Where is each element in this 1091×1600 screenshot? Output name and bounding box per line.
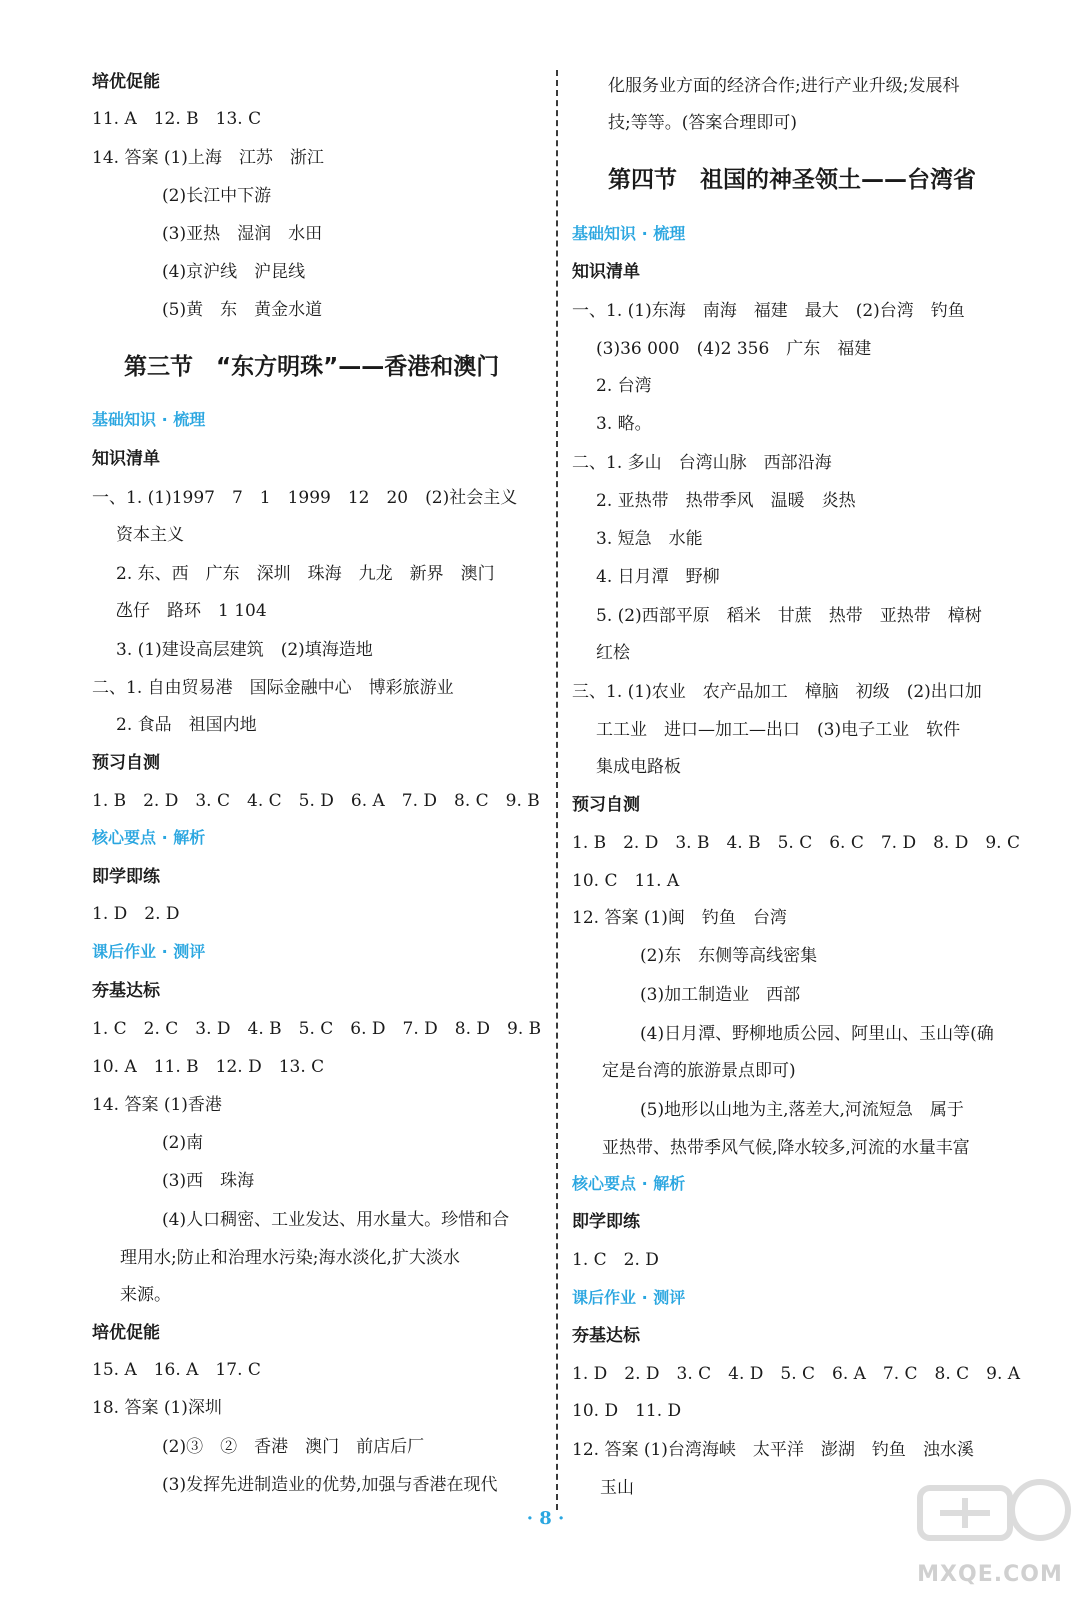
answer-line: 14. 答案 (1)香港	[92, 1095, 222, 1115]
answer-line: 技;等等。(答案合理即可)	[608, 113, 797, 133]
section-banner: 核心要点 · 解析	[572, 1174, 686, 1193]
answer-line: 氹仔 路环 1 104	[116, 601, 267, 621]
answer-line: 定是台湾的旅游景点即可)	[602, 1061, 796, 1081]
answer-line: (2)南	[162, 1133, 204, 1153]
answer-line: 工工业 进口—加工—出口 (3)电子工业 软件	[596, 720, 961, 740]
answer-line: (4)日月潭、野柳地质公园、阿里山、玉山等(确	[640, 1024, 994, 1044]
answer-line: 15. A 16. A 17. C	[92, 1360, 261, 1380]
answer-line: 2. 东、西 广东 深圳 珠海 九龙 新界 澳门	[116, 564, 495, 584]
answer-line: 玉山	[600, 1478, 634, 1498]
section-banner: 课后作业 · 测评	[572, 1288, 686, 1307]
answer-line: 1. D 2. D	[92, 904, 180, 924]
subsection-heading: 培优促能	[92, 72, 160, 92]
answer-line: (5)黄 东 黄金水道	[162, 300, 323, 320]
answer-line: 11. A 12. B 13. C	[92, 109, 262, 129]
answer-line: 12. 答案 (1)台湾海峡 太平洋 澎湖 钓鱼 浊水溪	[572, 1440, 974, 1460]
subsection-heading: 预习自测	[572, 795, 640, 815]
answer-line: 二、1. 自由贸易港 国际金融中心 博彩旅游业	[92, 678, 454, 698]
page-number: · 8 ·	[526, 1508, 565, 1529]
answer-line: (5)地形以山地为主,落差大,河流短急 属于	[640, 1100, 964, 1120]
answer-line: 红桧	[596, 643, 630, 663]
answer-line: 一、1. (1)1997 7 1 1999 12 20 (2)社会主义	[92, 488, 518, 508]
watermark-text: MXQE.COM	[917, 1562, 1063, 1587]
answer-line: 12. 答案 (1)闽 钓鱼 台湾	[572, 908, 787, 928]
answer-line: 4. 日月潭 野柳	[596, 567, 720, 587]
answer-line: (4)京沪线 沪昆线	[162, 262, 306, 282]
answer-line: 资本主义	[116, 525, 184, 545]
section-title: 第三节 “东方明珠”——香港和澳门	[124, 354, 500, 380]
section-banner: 核心要点 · 解析	[92, 828, 206, 847]
answer-line: 理用水;防止和治理水污染;海水淡化,扩大淡水	[120, 1248, 460, 1268]
subsection-heading: 即学即练	[92, 867, 160, 887]
answer-line: 10. D 11. D	[572, 1401, 682, 1421]
answer-line: 三、1. (1)农业 农产品加工 樟脑 初级 (2)出口加	[572, 682, 982, 702]
answer-line: (3)发挥先进制造业的优势,加强与香港在现代	[162, 1475, 498, 1495]
answer-line: (4)人口稠密、工业发达、用水量大。珍惜和合	[162, 1210, 510, 1230]
section-title: 第四节 祖国的神圣领土——台湾省	[608, 167, 976, 193]
answer-line: (3)36 000 (4)2 356 广东 福建	[596, 339, 872, 359]
subsection-heading: 即学即练	[572, 1212, 640, 1232]
answer-line: (2)长江中下游	[162, 186, 272, 206]
answer-line: 一、1. (1)东海 南海 福建 最大 (2)台湾 钓鱼	[572, 301, 965, 321]
answer-line: (3)亚热 湿润 水田	[162, 224, 323, 244]
subsection-heading: 预习自测	[92, 753, 160, 773]
answer-line: 来源。	[120, 1285, 171, 1305]
answer-line: 二、1. 多山 台湾山脉 西部沿海	[572, 453, 832, 473]
answer-line: 3. 短急 水能	[596, 529, 703, 549]
answer-line: 1. C 2. C 3. D 4. B 5. C 6. D 7. D 8. D 9. B	[92, 1019, 542, 1039]
answer-line: 2. 台湾	[596, 376, 652, 396]
section-banner: 基础知识 · 梳理	[92, 410, 206, 429]
subsection-heading: 知识清单	[92, 449, 160, 469]
section-banner: 课后作业 · 测评	[92, 942, 206, 961]
section-banner: 基础知识 · 梳理	[572, 224, 686, 243]
answer-line: (3)加工制造业 西部	[640, 985, 801, 1005]
subsection-heading: 夯基达标	[92, 981, 160, 1001]
answer-line: 1. B 2. D 3. C 4. C 5. D 6. A 7. D 8. C 9. B	[92, 791, 540, 811]
answer-line: 1. D 2. D 3. C 4. D 5. C 6. A 7. C 8. C 9. A	[572, 1364, 1021, 1384]
answer-line: 亚热带、热带季风气候,降水较多,河流的水量丰富	[602, 1138, 970, 1158]
answer-line: 2. 亚热带 热带季风 温暖 炎热	[596, 491, 856, 511]
answer-line: 14. 答案 (1)上海 江苏 浙江	[92, 148, 324, 168]
answer-line: 3. 略。	[596, 414, 652, 434]
answer-line: 18. 答案 (1)深圳	[92, 1398, 222, 1418]
answer-line: (2)东 东侧等高线密集	[640, 946, 818, 966]
answer-line: (2)③ ② 香港 澳门 前店后厂	[162, 1437, 425, 1457]
answer-line: 化服务业方面的经济合作;进行产业升级;发展科	[608, 76, 960, 96]
answer-line: 5. (2)西部平原 稻米 甘蔗 热带 亚热带 樟树	[596, 606, 982, 626]
answer-line: 1. C 2. D	[572, 1250, 659, 1270]
answer-line: 3. (1)建设高层建筑 (2)填海造地	[116, 640, 373, 660]
subsection-heading: 知识清单	[572, 262, 640, 282]
answer-line: 10. A 11. B 12. D 13. C	[92, 1057, 325, 1077]
answer-line: 集成电路板	[596, 757, 681, 777]
subsection-heading: 夯基达标	[572, 1326, 640, 1346]
column-divider	[556, 70, 558, 1510]
answer-line: 10. C 11. A	[572, 871, 680, 891]
answer-line: 1. B 2. D 3. B 4. B 5. C 6. C 7. D 8. D 9. C	[572, 833, 1021, 853]
answer-line: (3)西 珠海	[162, 1171, 255, 1191]
answer-line: 2. 食品 祖国内地	[116, 715, 257, 735]
subsection-heading: 培优促能	[92, 1323, 160, 1343]
